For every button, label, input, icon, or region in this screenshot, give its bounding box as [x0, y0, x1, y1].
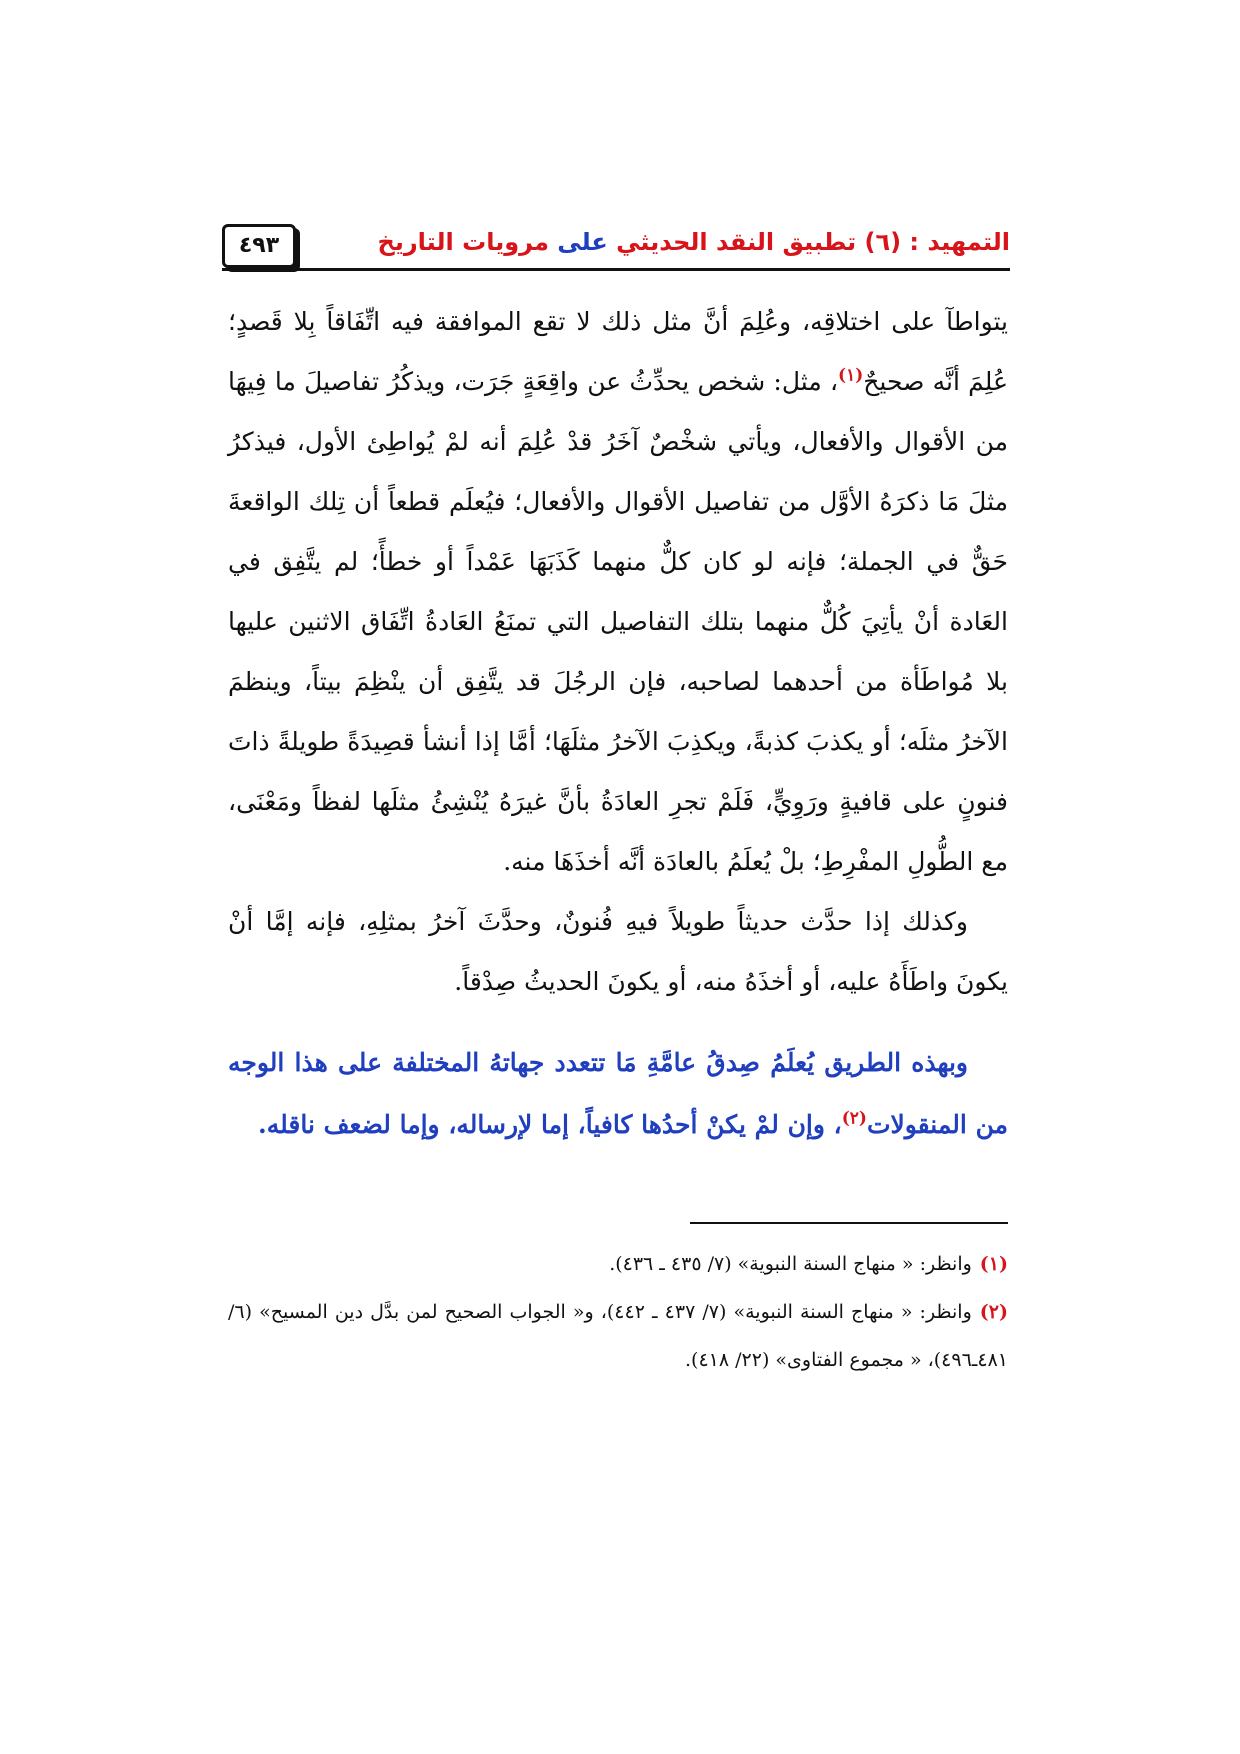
footnote-divider	[690, 1222, 1008, 1224]
footnote-2-number: (٢)	[979, 1301, 1008, 1323]
highlight-text-2: ، وإن لمْ يكنْ أحدُها كافياً، إما لإرساله، وإما لضعف ناقله.	[258, 1110, 842, 1139]
footnote-ref-2[interactable]: (٢)	[841, 1108, 867, 1129]
footnote-2-text: وانظر: « منهاج السنة النبوية» (٧/ ٤٣٧ ـ ٤٤٢)، و« الجواب الصحيح لمن بدَّل دين المسيح» (٦/ ٤٨١ـ٤٩٦)، « مجموع الفتاوى» (٢٢/ ٤١٨).	[228, 1301, 1008, 1371]
paragraph-2: وكذلك إذا حدَّث حديثاً طويلاً فيهِ فُنونٌ، وحدَّثَ آخرُ بمثلِهِ، فإنه إمَّا أنْ يكونَ واطَأَهُ عليه، أو أخذَهُ منه، أو يكونَ الحديثُ صِدْقاً.	[228, 907, 1008, 996]
page-number: ٤٩٣	[222, 224, 296, 268]
footnote-2	[228, 1288, 1008, 1384]
footnote-1-number: (١)	[979, 1253, 1008, 1275]
footnote-1-text: وانظر: « منهاج السنة النبوية» (٧/ ٤٣٥ ـ ٤٣٦).	[609, 1253, 972, 1275]
running-title-part3: مرويات التاريخ	[377, 228, 549, 256]
header-divider	[222, 268, 1010, 271]
page-header	[222, 222, 1010, 280]
footnotes	[228, 1240, 1008, 1384]
paragraph-1	[228, 292, 1008, 892]
running-title-part2: على	[557, 228, 608, 256]
paragraph-1-text: يتواطآ على اختلاقِه، وعُلِمَ أنَّ مثل ذلك لا تقع الموافقة فيه اتِّفَاقاً بِلا قَصدٍ؛ عُلِمَ أنَّه صحيحٌ	[228, 307, 1008, 396]
main-text	[228, 292, 1008, 1012]
highlight-text-1: وبهذه الطريق يُعلَمُ صِدقُ عامَّةِ مَا تتعدد جهاتهُ المختلفة على هذا الوجه من المنقولات	[228, 1048, 1008, 1139]
paragraph-1-continued: ، مثل: شخص يحدِّثُ عن واقِعَةٍ جَرَت، ويذكُرُ تفاصيلَ ما فِيهَا من الأقوال والأفعال، ويأتي شخْصٌ آخَرُ قدْ عُلِمَ أنه لمْ يُواطِئ الأول، فيذكرُ مثلَ مَا ذكرَهُ الأوَّل من تفاصيل الأقوال والأفعال؛ فيُعلَم قطعاً أن تِلك الواقعةَ حَقٌّ في الجملة؛ فإنه لو كان كلٌّ منهما كَذَبَهَا عَمْداً أو خطأً؛ لم يتَّفِق في العَادة أنْ يأتِيَ كُلٌّ منهما بتلك التفاصيل التي تمنَعُ العَادةُ اتِّفَاق الاثنين عليها بلا مُواطَأة من أحدهما لصاحبه، فإن الرجُلَ قد يتَّفِق أن ينْظِمَ بيتاً، وينظمَ الآخرُ مثلَه؛ أو يكذبَ كذبةً، ويكذِبَ الآخرُ مثلَهَا؛ أمَّا إذا أنشأ قصِيدَةً طويلةً ذاتَ فنونٍ على قافيةٍ ورَوِيٍّ، فَلَمْ تجرِ العادَةُ بأنَّ غيرَهُ يُنْشِئُ مثلَها لفظاً ومَعْنَى، مع الطُّولِ المفْرِطِ؛ بلْ يُعلَمُ بالعادَة أنَّه أخذَهَا منه.	[228, 367, 1008, 876]
running-title-part1: التمهيد : (٦) تطبيق النقد الحديثي	[616, 228, 1010, 256]
highlighted-conclusion	[228, 1032, 1008, 1156]
footnote-ref-1[interactable]: (١)	[838, 365, 864, 386]
running-title	[378, 228, 1010, 256]
footnote-1	[228, 1240, 1008, 1288]
highlighted-paragraph	[228, 1032, 1008, 1156]
